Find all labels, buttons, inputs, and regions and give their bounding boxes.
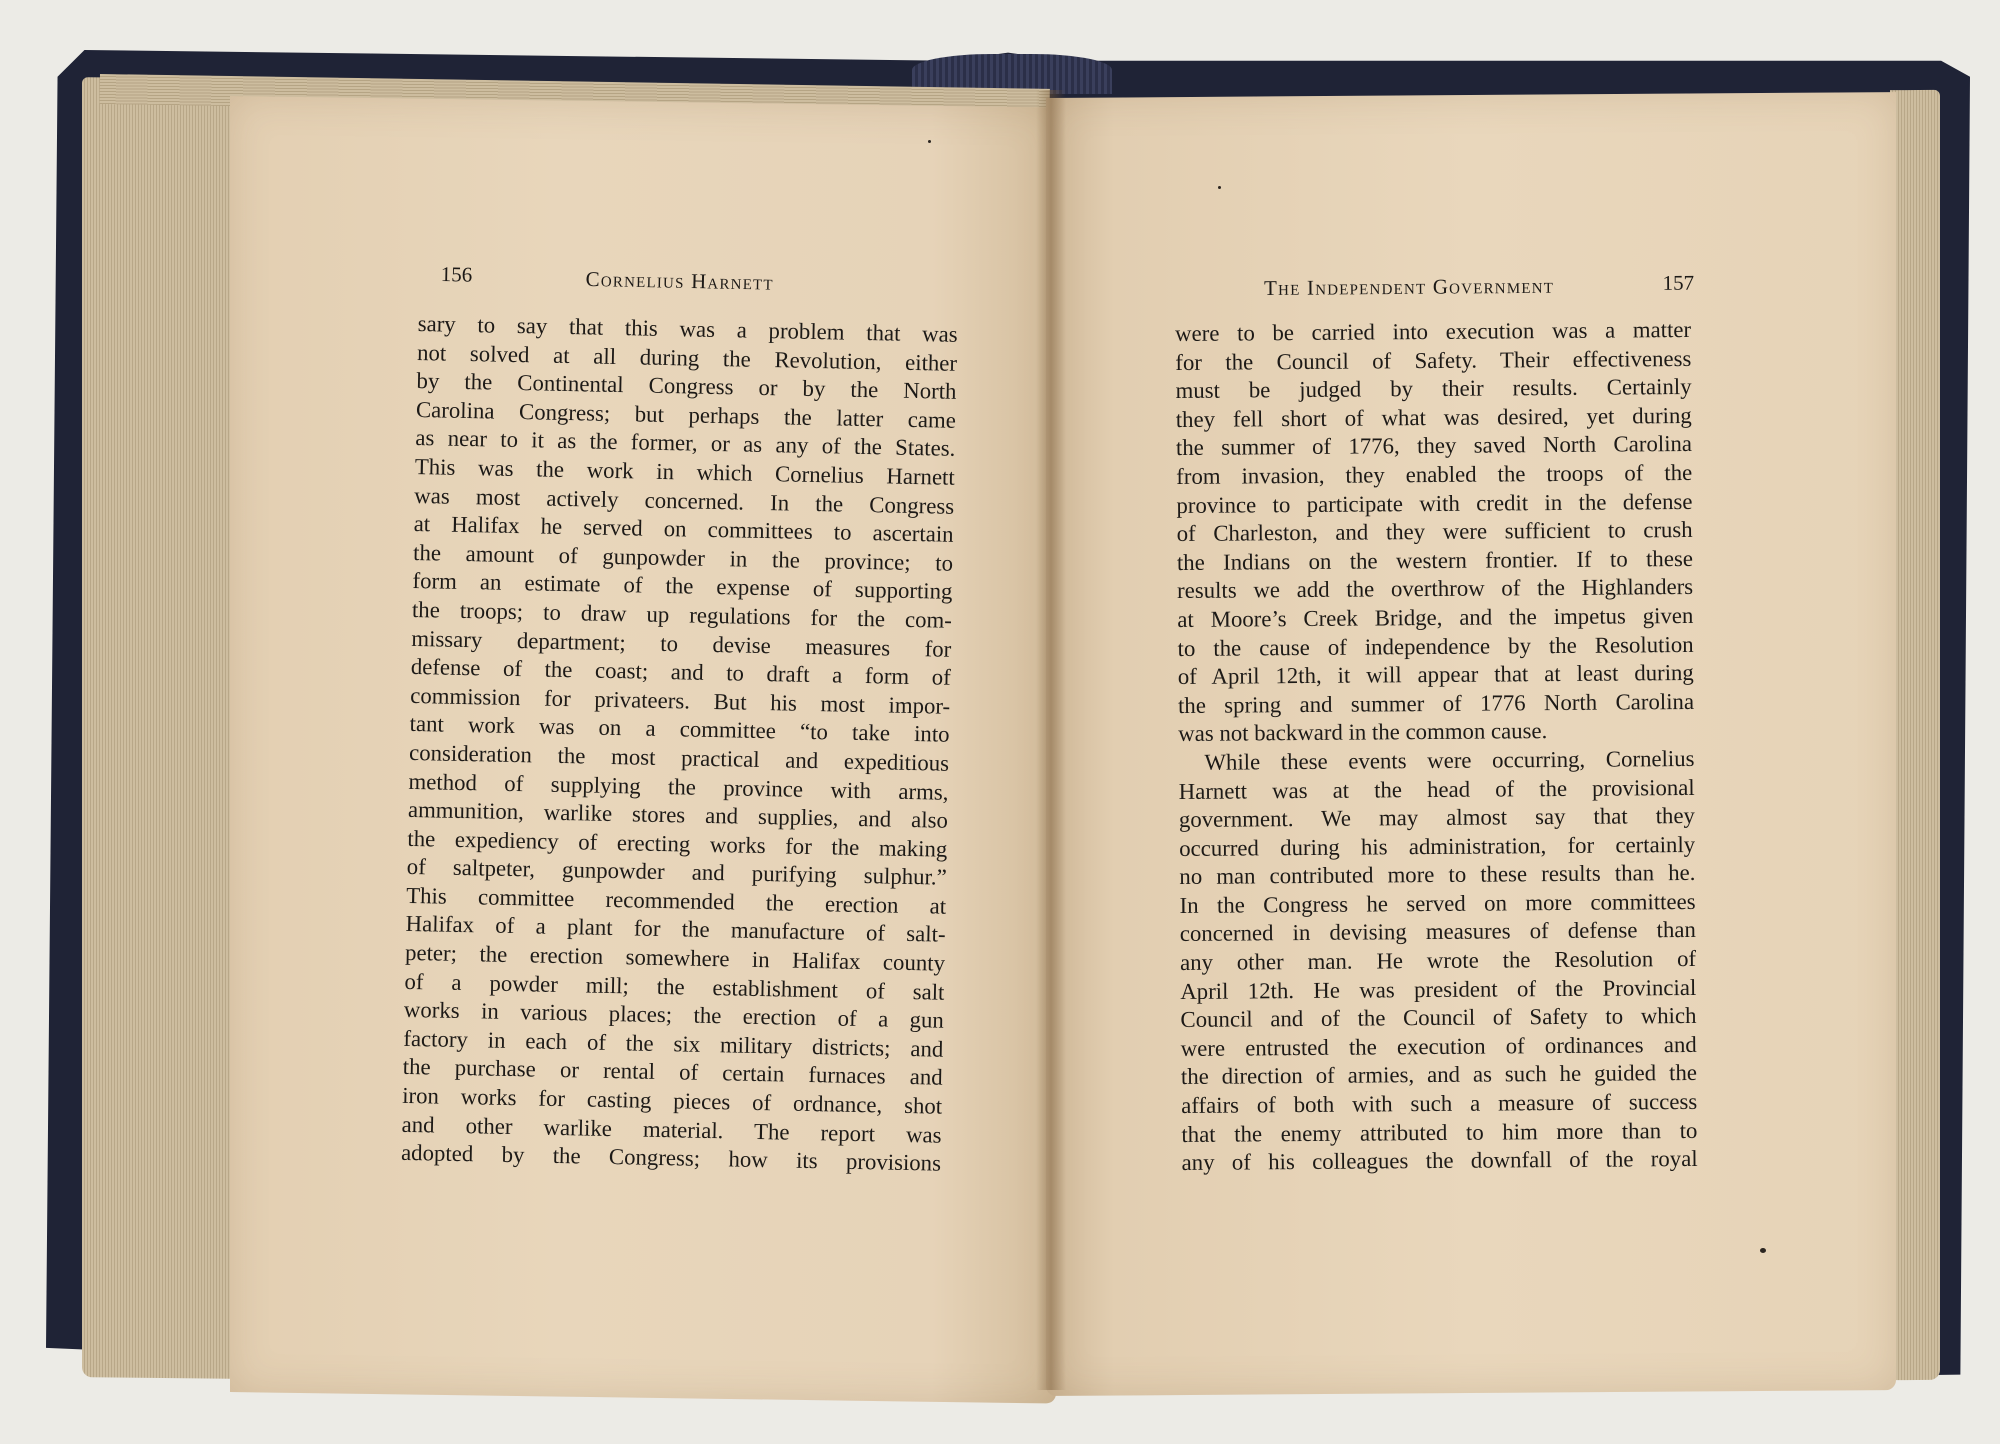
text-line: the spring and summer of 1776 North Carolina [1177, 688, 1695, 718]
text-line: Carolina Congress; but perhaps the latter came [415, 396, 957, 433]
text-line: missary department; to devise measures for [411, 625, 952, 662]
left-page-number: 156 [440, 262, 473, 287]
text-line: were entrusted the execution of ordinances and [1180, 1031, 1697, 1061]
text-line: works in various places; the erection of a gun [403, 997, 945, 1033]
text-line: was most actively concerned. In the Congress [414, 482, 955, 519]
text-line: not solved at all during the Revolution, either [416, 339, 958, 376]
text-line: Council and of the Council of Safety to which [1180, 1003, 1697, 1033]
left-running-head: Cornelius Harnett [585, 266, 775, 295]
text-line: that the enemy attributed to him more than to [1181, 1117, 1698, 1147]
text-line: from invasion, they enabled the troops of the [1176, 459, 1693, 489]
text-line: must be judged by their results. Certainly [1175, 374, 1692, 404]
text-line: the expediency of erecting works for the making [407, 825, 948, 862]
text-line: no man contributed more to these results than he. [1179, 860, 1696, 890]
text-line: factory in each of the six military districts; and [403, 1025, 944, 1062]
text-line: This was the work in which Cornelius Harnett [414, 453, 956, 490]
text-line: In the Congress he served on more committees [1179, 888, 1696, 918]
text-line: Halifax of a plant for the manufacture of salt- [405, 911, 946, 948]
book-gutter [1036, 90, 1066, 1390]
right-page-edges [1890, 90, 1940, 1380]
text-line: commission for privateers. But his most impor- [410, 682, 951, 719]
text-line: peter; the erection somewhere in Halifax county [404, 939, 946, 976]
text-line: the summer of 1776, they saved North Carolina [1175, 431, 1693, 461]
text-line: at Moore’s Creek Bridge, and the impetus given [1177, 602, 1694, 632]
text-line: of Charleston, and they were sufficient to crush [1176, 517, 1693, 547]
text-line: This committee recommended the erection at [406, 882, 947, 919]
text-line: April 12th. He was president of the Provincial [1180, 974, 1697, 1004]
text-line: ammunition, warlike stores and supplies, and also [407, 796, 949, 833]
text-line: affairs of both with such a measure of success [1181, 1088, 1698, 1119]
text-line: tant work was on a committee “to take into [409, 711, 950, 748]
ink-speck [928, 140, 931, 143]
text-line: the troops; to draw up regulations for the com- [411, 596, 953, 633]
right-page-number: 157 [1662, 270, 1695, 295]
text-line: province to participate with credit in the defense [1176, 488, 1693, 518]
text-line: the Indians on the western frontier. If to these [1176, 545, 1693, 575]
text-line: the amount of gunpowder in the province; to [412, 539, 954, 576]
text-line: and other warlike material. The report was [401, 1111, 942, 1148]
ink-speck [1218, 186, 1221, 189]
text-line: occurred during his administration, for certainly [1179, 831, 1696, 861]
text-line: method of supplying the province with arms, [408, 768, 949, 805]
left-page-body [401, 310, 958, 1178]
text-line: by the Continental Congress or by the North [416, 368, 957, 405]
text-line: as near to it as the former, or as any of the States. [415, 425, 956, 462]
text-line: the purchase or rental of certain furnaces and [402, 1054, 943, 1091]
text-line: any other man. He wrote the Resolution of [1179, 945, 1697, 976]
text-line: government. We may almost say that they [1178, 803, 1696, 833]
text-line: While these events were occurring, Cornelius [1204, 745, 1695, 775]
text-line: of a powder mill; the establishment of salt [404, 968, 945, 1005]
text-line: of April 12th, it will appear that at least during [1177, 660, 1694, 690]
text-line: any of his colleagues the downfall of the royal [1181, 1146, 1698, 1176]
text-line: to the cause of independence by the Resolution [1177, 631, 1694, 661]
text-line: form an estimate of the expense of supporting [412, 568, 953, 605]
text-line: at Halifax he served on committees to ascertain [413, 511, 954, 547]
ink-speck [1760, 1248, 1766, 1253]
text-line: was not backward in the common cause. [1178, 718, 1548, 747]
text-line: were to be carried into execution was a matter [1175, 316, 1692, 346]
right-page-body [1175, 316, 1698, 1178]
left-page-edges [82, 77, 242, 1379]
text-line: results we add the overthrow of the Highlanders [1177, 574, 1694, 604]
right-running-head: The Independent Government [1264, 273, 1555, 300]
text-line: concerned in devising measures of defense than [1179, 917, 1696, 947]
text-line: of saltpeter, gunpowder and purifying sulphur.” [406, 854, 947, 891]
text-line: adopted by the Congress; how its provisions [400, 1140, 942, 1176]
text-line: Harnett was at the head of the provisional [1178, 774, 1695, 804]
text-line: sary to say that this was a problem that was [417, 310, 958, 347]
text-line: they fell short of what was desired, yet during [1175, 402, 1692, 432]
text-line: iron works for casting pieces of ordnance, shot [401, 1082, 943, 1119]
text-line: defense of the coast; and to draft a form of [410, 654, 951, 690]
text-line: the direction of armies, and as such he guided the [1180, 1060, 1698, 1090]
text-line: for the Council of Safety. Their effectiveness [1175, 345, 1692, 375]
text-line: consideration the most practical and expeditious [408, 739, 950, 776]
